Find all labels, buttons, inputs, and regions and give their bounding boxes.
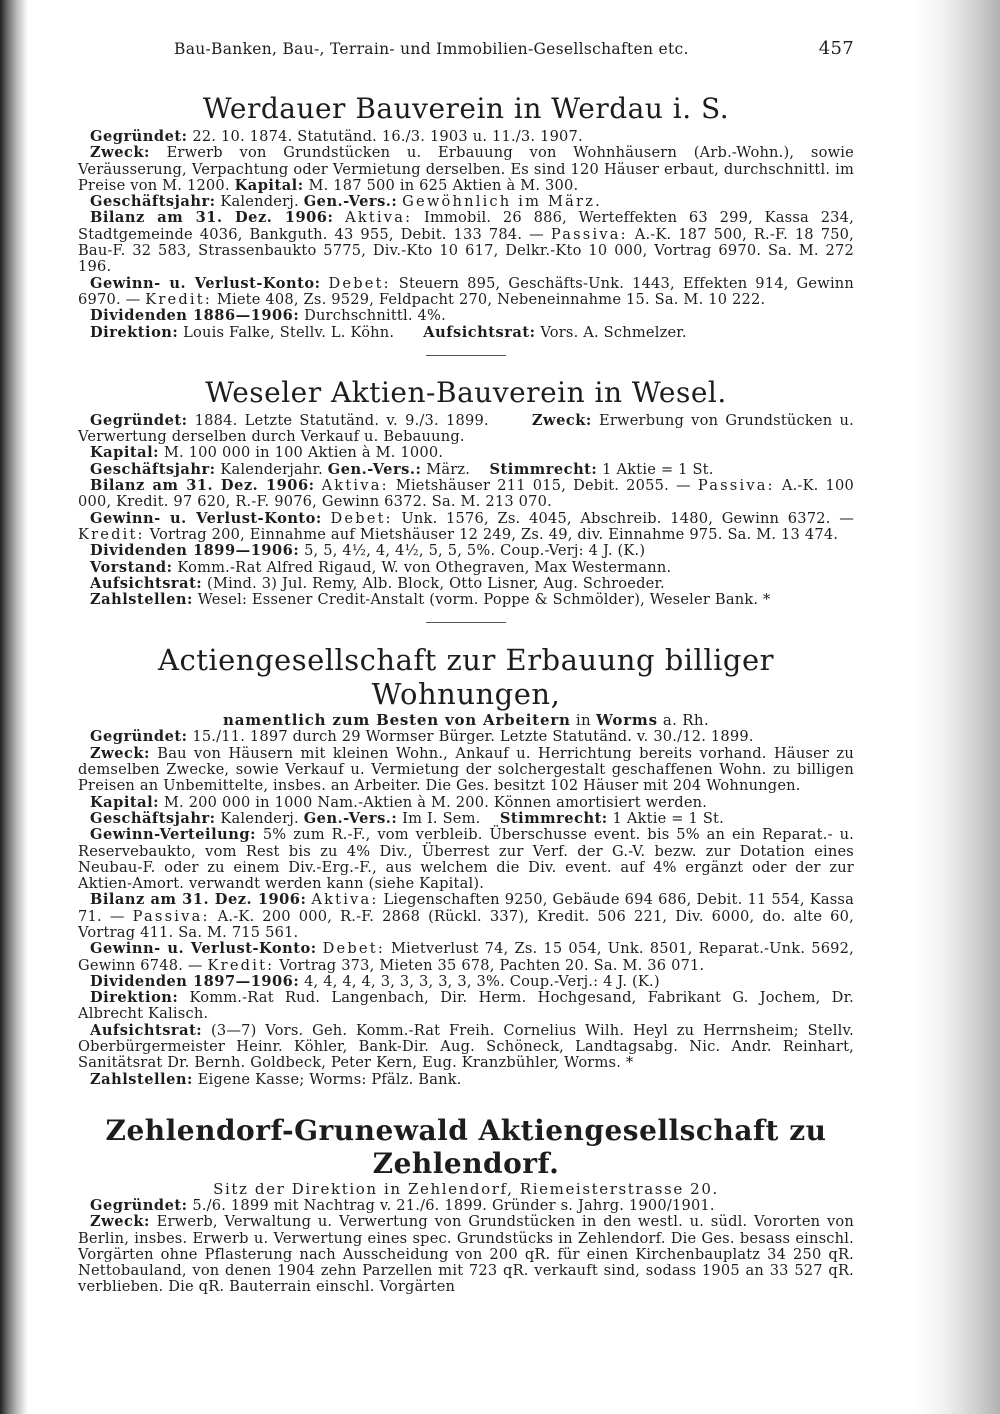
geschaeftsjahr-value: Kalenderj. (220, 193, 299, 211)
entry-title: Actiengesellschaft zur Erbauung billiger Wohnungen, (158, 643, 774, 712)
subtitle-mid: in (575, 711, 591, 730)
kapital-value: M. 100 000 in 100 Aktien à M. 1000. (163, 444, 444, 462)
guv-label: Gewinn- u. Verlust-Konto: (90, 509, 322, 527)
bilanz-line (78, 892, 854, 941)
zahlstellen-value: Eigene Kasse; Worms: Pfälz. Bank. (197, 1070, 462, 1088)
section-divider (426, 622, 506, 623)
debet-word: Debet: (322, 940, 385, 958)
guv-line (78, 941, 854, 974)
zahlstellen-label: Zahlstellen: (90, 591, 193, 609)
kredit-word: Kredit: (207, 956, 275, 974)
gegruendet-line (78, 729, 854, 745)
direktion-value: Louis Falke, Stellv. L. Köhn. (183, 323, 395, 341)
bilanz-label: Bilanz am 31. Dez. 1906: (90, 891, 307, 909)
entry-wesel (78, 376, 854, 609)
dividenden-label: Dividenden 1897—1906: (90, 972, 300, 990)
guv-label: Gewinn- u. Verlust-Konto: (90, 274, 321, 292)
dividenden-value: 5, 5, 4½, 4, 4½, 5, 5, 5%. Coup.-Verj: 4 J. (K.) (304, 542, 646, 560)
debet-word: Debet: (328, 274, 391, 292)
kapital-label: Kapital: (90, 444, 160, 462)
zweck-value: Erwerbung von Grundstücken u. Verwertung derselben durch Verkauf u. Bebauung. (78, 411, 854, 446)
debet-value: Steuern 895, Geschäfts-Unk. 1443, Effekten 914, Gewinn 6970. — (78, 274, 855, 308)
geschaeftsjahr-label: Geschäftsjahr: (90, 809, 216, 827)
aktiva-word: Aktiva: (321, 477, 389, 495)
kapital-line (78, 795, 854, 811)
aktiva-value: Immobil. 26 886, Werteffekten 63 299, Kassa 234, Stadtgemeinde 4036, Bankguth. 43 955, Debit. 133 784. — (78, 209, 854, 243)
entry-title: Zehlendorf-Grunewald Aktiengesellschaft zu Zehlendorf. (105, 1113, 827, 1180)
zweck-value: Bau von Häusern mit kleinen Wohn., Ankauf u. Herrichtung bereits vorhand. Häuser zu demselben Zwecke, sowie Verkauf u. Vermietung der solchergestalt geschaffenen Wohn. zu billigen Preisen an Unbemittelte, insbes. an Arbeiter. Die Ges. besitzt 102 Häuser mit 204 Wohnungen. (78, 744, 854, 795)
genvers-label: Gen.-Vers.: (303, 193, 398, 211)
geschaeftsjahr-label: Geschäftsjahr: (90, 193, 216, 211)
subtitle-end: a. Rh. (662, 711, 709, 730)
dividenden-value: Durchschnittl. 4%. (304, 307, 446, 325)
vorstand-line (78, 560, 854, 576)
gegruendet-line (78, 1198, 854, 1214)
aktiva-value: Liegenschaften 9250, Gebäude 694 686, Debit. 11 554, Kassa 71. — (78, 891, 854, 925)
zweck-line (78, 145, 854, 194)
aufsichtsrat-line (78, 1023, 854, 1072)
guv-line (78, 511, 854, 544)
kredit-word: Kredit: (145, 290, 212, 308)
genvers-value: März. (426, 460, 471, 478)
zweck-label: Zweck: (90, 144, 150, 162)
passiva-value: A.-K. 100 000, Kredit. 97 620, R.-F. 9076, Gewinn 6372. Sa. M. 213 070. (78, 477, 855, 511)
gegruendet-line (78, 413, 854, 446)
entry-subtitle: Sitz der Direktion in Zehlendorf, Riemeisterstrasse 20. (213, 1179, 719, 1198)
gewinnverteilung-value: 5% zum R.-F., vom verbleib. Überschusse event. bis 5% an ein Reparat.- u. Reservebaukto, vom Rest bis zu 4% Div., Überrest zur Verf. der G.-V. bezw. zur Dotation eines Neubau-F. oder zu einem Div.-Erg.-F., aus welchem die Div. event. auf 4% ergänzt oder der zur Aktien-Amort. verwandt werden kann (siehe Kapital). (78, 826, 855, 893)
entry-zehlendorf (78, 1114, 854, 1296)
aufsichtsrat-line (78, 576, 854, 592)
zweck-line (78, 1214, 854, 1295)
zahlstellen-label: Zahlstellen: (90, 1070, 193, 1088)
vorstand-label: Vorstand: (90, 558, 173, 576)
stimmrecht-value: 1 Aktie = 1 St. (602, 460, 714, 478)
aufsichtsrat-value: (3—7) Vors. Geh. Komm.-Rat Freih. Cornelius Wilh. Heyl zu Herrnsheim; Stellv. Oberbürgermeister Heinr. Köhler, Bank-Dir. Aug. Schöneck, Landtagsabg. Nic. Andr. Reinhart, Sanitätsrat Dr. Bernh. Goldbeck, Peter Kern, Eug. Kranzbühler, Worms. * (78, 1021, 854, 1072)
geschaeftsjahr-line (78, 811, 854, 827)
debet-value: Mietverlust 74, Zs. 15 054, Unk. 8501, Reparat.-Unk. 5692, Gewinn 6748. — (78, 940, 854, 974)
bilanz-label: Bilanz am 31. Dez. 1906: (90, 477, 315, 495)
genvers-value: Im I. Sem. (402, 809, 481, 827)
zweck-value: Erwerb von Grundstücken u. Erbauung von Wohnhäusern (Arb.-Wohn.), sowie Veräusserung, Verpachtung oder Vermietung derselben. Es sind 120 Häuser erbaut, durchschnittl. im Preise von M. 1200. (78, 144, 854, 194)
subtitle-bold: namentlich zum Besten von Arbeitern (223, 711, 571, 730)
aktiva-word: Aktiva: (311, 891, 379, 909)
aktiva-value: Mietshäuser 211 015, Debit. 2055. — (395, 477, 691, 495)
passiva-value: A.-K. 187 500, R.-F. 18 750, Bau-F. 32 583, Strassenbaukto 5775, Div.-Kto 10 617, Delkr.-Kto 10 000, Vortrag 6970. Sa. M. 272 196. (78, 225, 855, 276)
kapital-value: M. 200 000 in 1000 Nam.-Aktien à M. 200. Können amortisiert werden. (163, 793, 708, 811)
kredit-value: Miete 408, Zs. 9529, Feldpacht 270, Nebeneinnahme 15. Sa. M. 10 222. (216, 290, 766, 308)
zahlstellen-line (78, 1072, 854, 1088)
direktion-line (78, 325, 854, 341)
kapital-label: Kapital: (90, 793, 160, 811)
aufsichtsrat-label: Aufsichtsrat: (90, 574, 203, 592)
vorstand-value: Komm.-Rat Alfred Rigaud, W. von Othegraven, Max Westermann. (177, 558, 672, 576)
subtitle-place: Worms (595, 711, 658, 730)
passiva-word: Passiva: (132, 907, 210, 925)
zweck-label: Zweck: (90, 1213, 150, 1231)
gegruendet-label: Gegründet: (90, 128, 188, 145)
entry-subtitle (78, 711, 854, 729)
dividenden-line (78, 308, 854, 324)
gegruendet-label: Gegründet: (90, 1196, 188, 1214)
gegruendet-value: 15./11. 1897 durch 29 Wormser Bürger. Letzte Statutänd. v. 30./12. 1899. (192, 728, 754, 746)
zweck-value: Erwerb, Verwaltung u. Verwertung von Grundstücken in den westl. u. südl. Vororten von Berlin, insbes. Erwerb u. Verwertung eines spec. Grundstücks in Zehlendorf. Die Ges. besass einschl. Vorgärten ohne Pflasterung nach Ausscheidung von 200 qR. für einen Kirchenbauplatz 34 250 qR. Nettobauland, von denen 1904 zehn Parzellen mit 723 qR. verkauft sind, sodass 1905 an 33 527 qR. verblieben. Die qR. Bauterrain einschl. Vorgärten (78, 1213, 854, 1296)
kredit-value: Vortrag 200, Einnahme auf Mietshäuser 12 249, Zs. 49, div. Einnahme 975. Sa. M. 13 474. (149, 525, 839, 543)
direktion-line (78, 990, 854, 1023)
aktiva-word: Aktiva: (345, 209, 413, 227)
page-number: 457 (818, 38, 854, 59)
zahlstellen-value: Wesel: Essener Credit-Anstalt (vorm. Poppe & Schmölder), Weseler Bank. * (197, 591, 771, 609)
passiva-value: A.-K. 200 000, R.-F. 2868 (Rückl. 337), Kredit. 506 221, Div. 6000, do. alte 60, Vortrag 411. Sa. M. 715 561. (78, 907, 854, 941)
gegruendet-line (78, 129, 854, 145)
zweck-line (78, 746, 854, 795)
page-edge-shadow (915, 0, 1000, 1414)
stimmrecht-label: Stimmrecht: (499, 809, 608, 827)
gegruendet-value: 22. 10. 1874. Statutänd. 16./3. 1903 u. 11./3. 1907. (192, 128, 583, 145)
entry-werdau (78, 92, 854, 341)
bilanz-line (78, 478, 854, 511)
debet-word: Debet: (330, 509, 393, 527)
stimmrecht-value: 1 Aktie = 1 St. (612, 809, 724, 827)
stimmrecht-label: Stimmrecht: (489, 460, 598, 478)
kapital-label: Kapital: (234, 176, 304, 194)
entry-actiengesellschaft-worms (78, 643, 854, 1088)
bilanz-line (78, 210, 854, 275)
gewinnverteilung-line (78, 827, 854, 892)
dividenden-label: Dividenden 1886—1906: (90, 307, 300, 325)
direktion-value: Komm.-Rat Rud. Langenbach, Dir. Herm. Hochgesand, Fabrikant G. Jochem, Dr. Albrecht Kalisch. (78, 989, 854, 1023)
genvers-label: Gen.-Vers.: (303, 809, 398, 827)
kredit-word: Kredit: (78, 525, 145, 543)
geschaeftsjahr-label: Geschäftsjahr: (90, 460, 216, 478)
gegruendet-label: Gegründet: (90, 728, 188, 746)
dividenden-line (78, 974, 854, 990)
entry-title: Weseler Aktien-Bauverein in Wesel. (205, 375, 727, 409)
guv-label: Gewinn- u. Verlust-Konto: (90, 940, 317, 958)
genvers-label: Gen.-Vers.: (327, 460, 422, 478)
debet-value: Unk. 1576, Zs. 4045, Abschreib. 1480, Gewinn 6372. — (401, 509, 855, 527)
kapital-value: M. 187 500 in 625 Aktien à M. 300. (308, 176, 579, 194)
geschaeftsjahr-line (78, 462, 854, 478)
running-title: Bau-Banken, Bau-, Terrain- und Immobilien-Gesellschaften etc. (174, 40, 689, 58)
kapital-line (78, 445, 854, 461)
dividenden-value: 4, 4, 4, 4, 3, 3, 3, 3, 3, 3%. Coup.-Verj.: 4 J. (K.) (304, 972, 660, 990)
geschaeftsjahr-value: Kalenderjahr. (220, 460, 323, 478)
dividenden-label: Dividenden 1899—1906: (90, 542, 300, 560)
direktion-label: Direktion: (90, 323, 179, 341)
geschaeftsjahr-line (78, 194, 854, 210)
book-gutter-shadow (0, 0, 28, 1414)
passiva-word: Passiva: (550, 225, 628, 243)
gegruendet-value: 5./6. 1899 mit Nachtrag v. 21./6. 1899. Gründer s. Jahrg. 1900/1901. (192, 1196, 715, 1214)
document-page (78, 28, 854, 1296)
running-header (78, 28, 854, 58)
passiva-word: Passiva: (697, 477, 775, 495)
geschaeftsjahr-value: Kalenderj. (220, 809, 299, 827)
entry-title: Werdauer Bauverein in Werdau i. S. (202, 92, 730, 125)
aufsichtsrat-label: Aufsichtsrat: (90, 1021, 203, 1039)
bilanz-label: Bilanz am 31. Dez. 1906: (90, 209, 334, 227)
zahlstellen-line (78, 592, 854, 608)
dividenden-line (78, 543, 854, 559)
genvers-value: Gewöhnlich im März. (402, 193, 602, 211)
zweck-label: Zweck: (90, 744, 150, 762)
gegruendet-label: Gegründet: (90, 411, 188, 429)
gewinnverteilung-label: Gewinn-Verteilung: (90, 826, 256, 844)
section-divider (426, 355, 506, 356)
gegruendet-value: 1884. Letzte Statutänd. v. 9./3. 1899. (194, 411, 489, 429)
zweck-label: Zweck: (531, 411, 592, 429)
guv-line (78, 276, 854, 309)
kredit-value: Vortrag 373, Mieten 35 678, Pachten 20. Sa. M. 36 071. (279, 956, 705, 974)
direktion-label: Direktion: (90, 989, 179, 1007)
aufsichtsrat-value: (Mind. 3) Jul. Remy, Alb. Block, Otto Lisner, Aug. Schroeder. (207, 574, 665, 592)
aufsichtsrat-value: Vors. A. Schmelzer. (540, 323, 687, 341)
aufsichtsrat-label: Aufsichtsrat: (423, 323, 536, 341)
